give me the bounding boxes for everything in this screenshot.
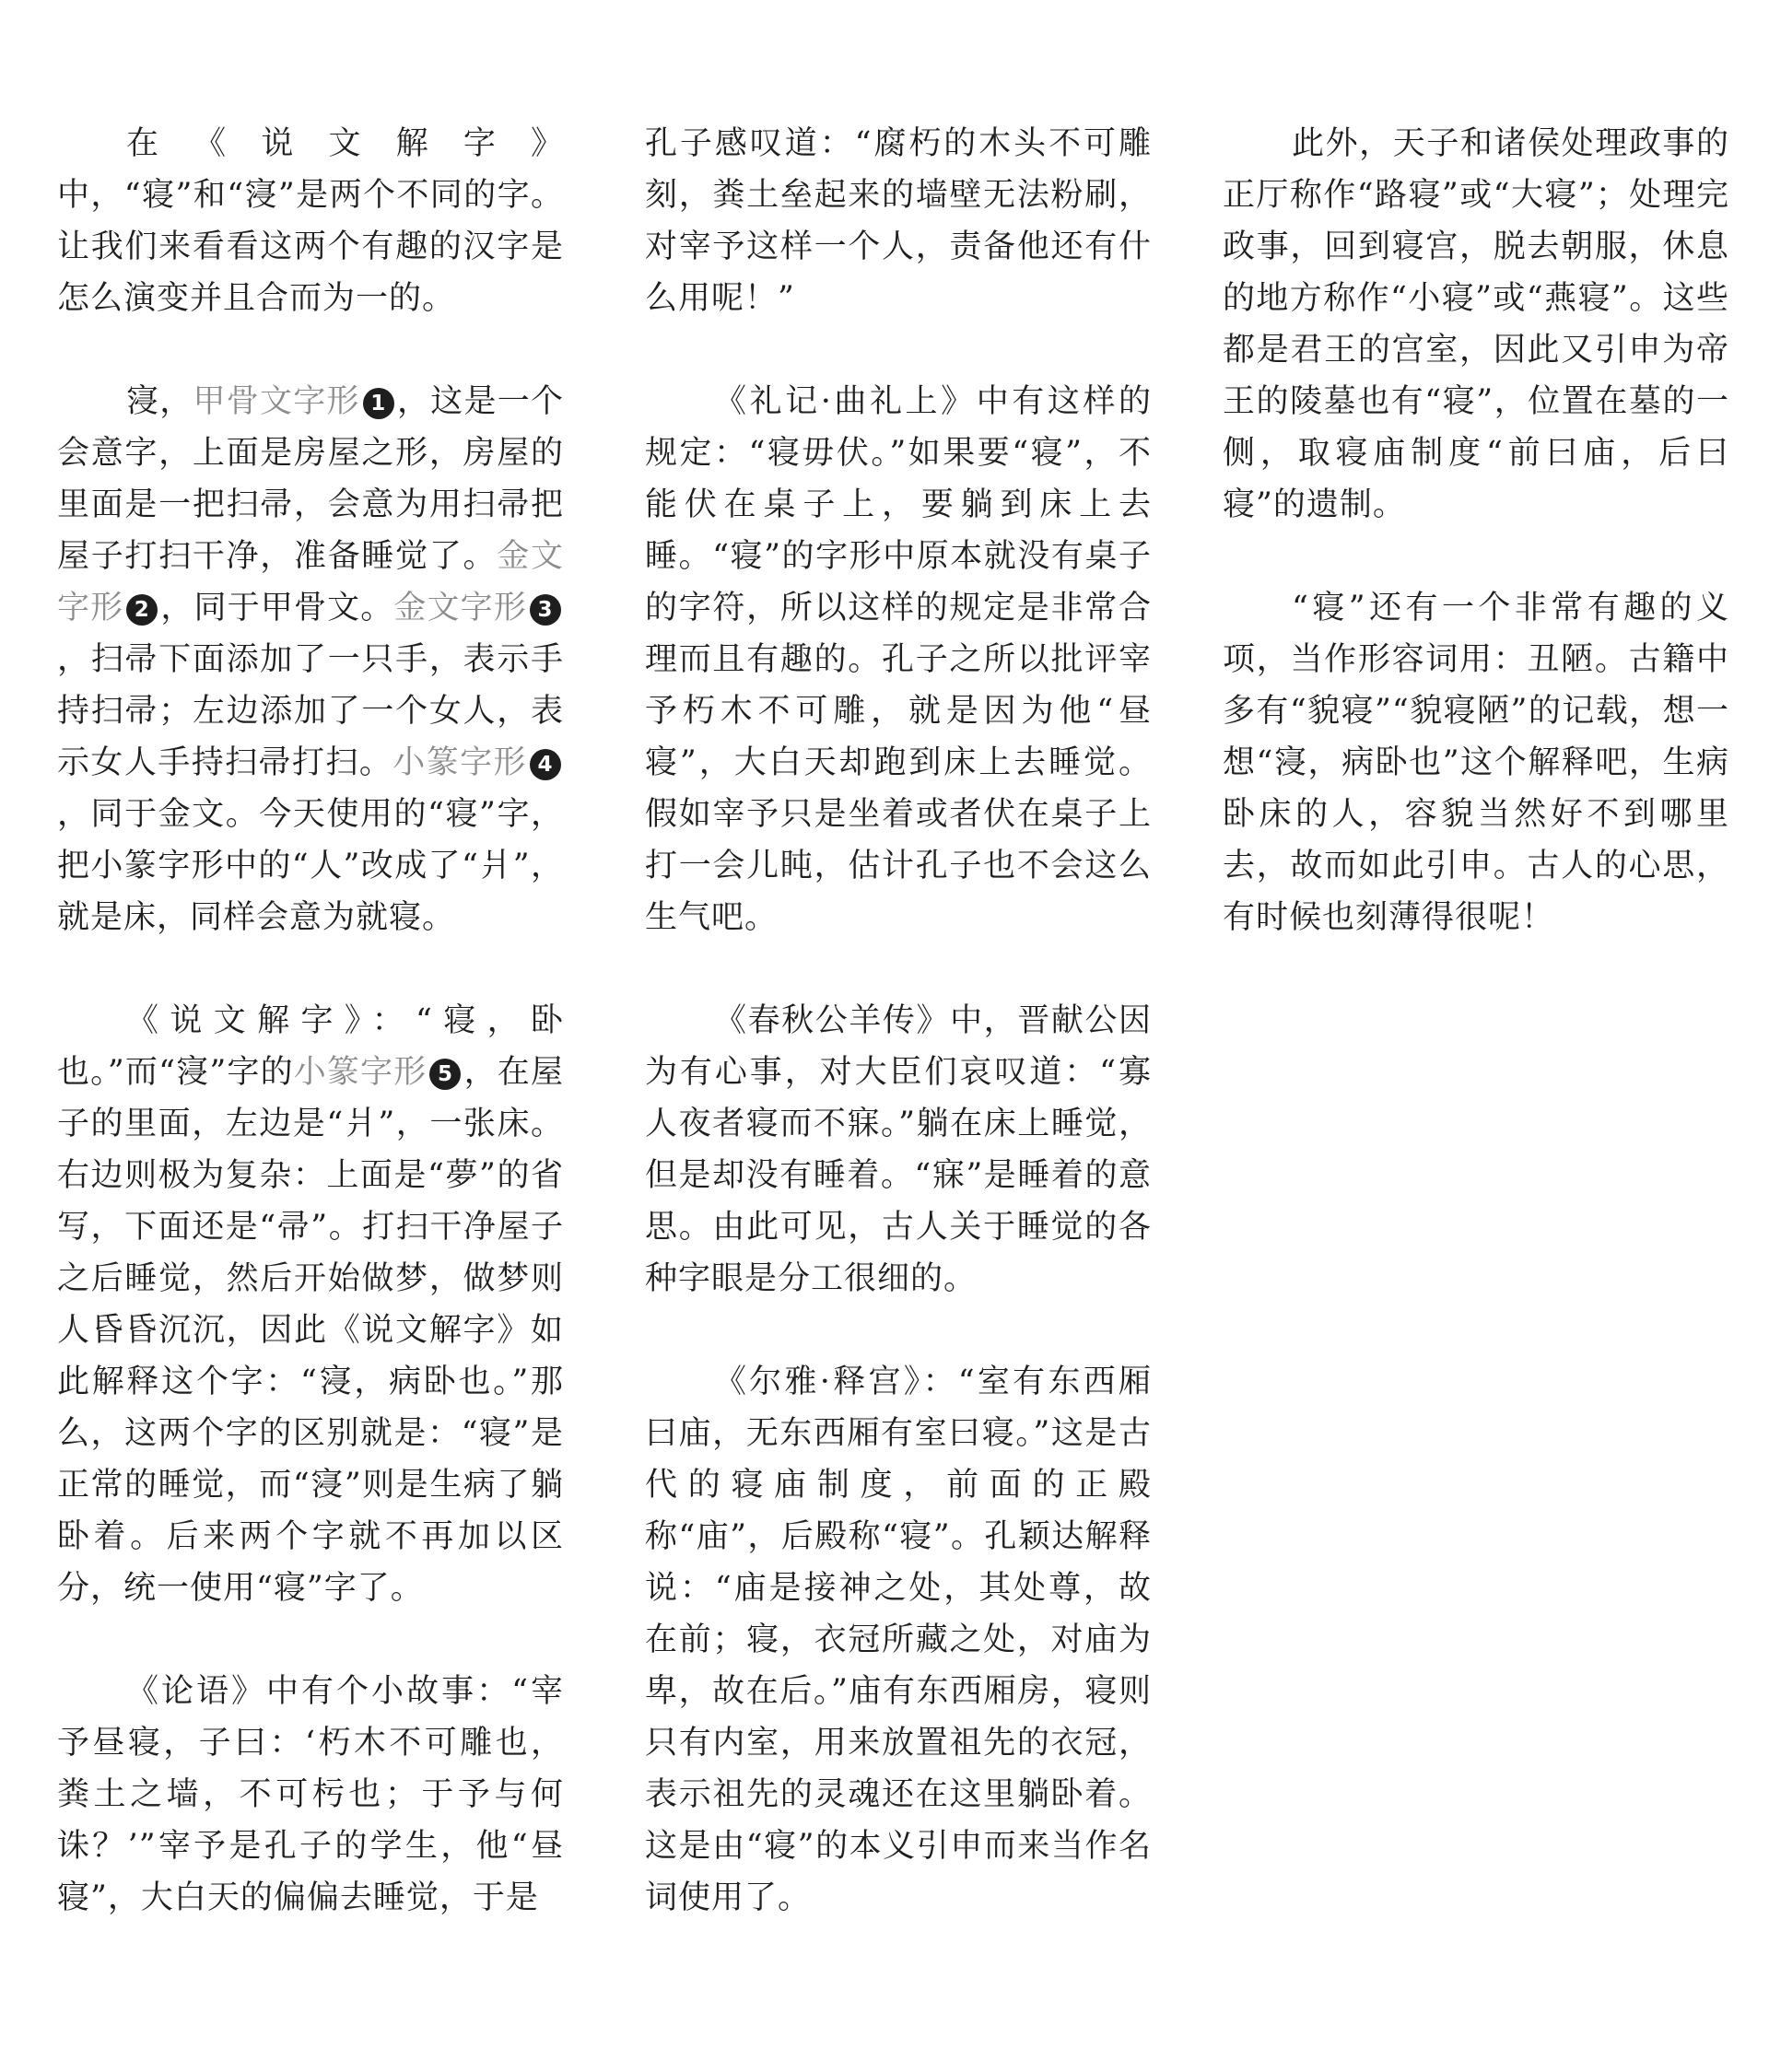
paragraph-erya-palace: 《尔雅·释宫》：“室有东西厢曰庙，无东西厢有室曰寝。”这是古代的寝庙制度，前面的正殿称“庙”，后殿称“寝”。孔颖达解释说：“庙是接神之处，其处尊，故在前；寝，衣冠所藏之处，对庙为卑，故在后。”庙有东西厢房，寝则只有内室，用来放置祖先的衣冠，表示祖先的灵魂还在这里躺卧着。这是由“寝”的本义引申而来当作名词使用了。	[645, 1364, 1152, 1916]
paragraph-analects-story: 《论语》中有个小故事：“宰予昼寝，子曰：‘朽木不可雕也，粪土之墙，不可杇也；于予与何诛？’”宰予是孔子的学生，他“昼寝”，大白天的偏偏去睡觉，于是	[57, 1673, 564, 1916]
figure-number-badge-1: 1	[363, 388, 394, 419]
figure-number-badge-4: 4	[530, 749, 561, 780]
paragraph-text: ，扫帚下面添加了一只手，表示手持扫帚；左边添加了一个女人，表示女人手持扫帚打扫。	[57, 641, 564, 781]
paragraph-confucius-sigh: 孔子感叹道：“腐朽的木头不可雕刻，粪土垒起来的墙壁无法粉刷，对宰予这样一个人，责备他还有什么用呢！”	[645, 125, 1152, 317]
glyph-term-bronze: 金文字形	[393, 590, 527, 626]
paragraph-intro: 在《说文解字》中，“寝”和“寖”是两个不同的字。让我们来看看这两个有趣的汉字是怎么演变并且合而为一的。	[57, 125, 564, 317]
paragraph-text: ，同于甲骨文。	[160, 590, 394, 626]
paragraph-text: ，这是一个会意字，上面是房屋之形，房屋的里面是一把扫帚，会意为用扫帚把屋子打扫干净，准备睡觉了。	[57, 383, 564, 575]
paragraph-text: ，同于金文。今天使用的“寝”字，把小篆字形中的“人”改成了“爿”，就是床，同样会意为就寝。	[57, 796, 564, 936]
column-right	[1223, 118, 1729, 995]
paragraph-text: 寖，	[126, 383, 193, 420]
paragraph-adjective-meaning: “寝”还有一个非常有趣的义项，当作形容词用：丑陋。古籍中多有“貌寝”“貌寝陋”的记载，想一想“寖，病卧也”这个解释吧，生病卧床的人，容貌当然好不到哪里去，故而如此引申。古人的心思，有时候也刻薄得很呢！	[1223, 590, 1729, 936]
paragraph-text: 《说文解字》：“寝，卧也。”而“寖”字的	[57, 1002, 564, 1091]
glyph-term-small-seal: 小篆字形	[293, 1054, 428, 1091]
glyph-term-bronze: 金文字形	[57, 538, 564, 626]
figure-number-badge-2: 2	[126, 594, 158, 626]
paragraph-gongyang-commentary: 《春秋公羊传》中，晋献公因为有心事，对大臣们哀叹道：“寡人夜者寝而不寐。”躺在床上睡觉，但是却没有睡着。“寐”是睡着的意思。由此可见，古人关于睡觉的各种字眼是分工很细的。	[645, 1002, 1152, 1297]
column-middle	[645, 118, 1152, 1975]
paragraph-shuowen-definition	[57, 995, 564, 1614]
paragraph-royal-chambers: 此外，天子和诸侯处理政事的正厅称作“路寝”或“大寝”；处理完政事，回到寝宫，脱去朝服，休息的地方称作“小寝”或“燕寝”。这些都是君王的宫室，因此又引申为帝王的陵墓也有“寝”，位置在墓的一侧，取寝庙制度“前曰庙，后曰寝”的遗制。	[1223, 125, 1729, 523]
column-left	[57, 118, 564, 1975]
paragraph-book-of-rites: 《礼记·曲礼上》中有这样的规定：“寝毋伏。”如果要“寝”，不能伏在桌子上，要躺到床上去睡。“寝”的字形中原本就没有桌子的字符，所以这样的规定是非常合理而且有趣的。孔子之所以批评宰予朽木不可雕，就是因为他“昼寝”，大白天却跑到床上去睡觉。假如宰予只是坐着或者伏在桌子上打一会儿盹，估计孔子也不会这么生气吧。	[645, 383, 1152, 936]
glyph-term-oracle-bone: 甲骨文字形	[193, 383, 360, 420]
figure-number-badge-5: 5	[429, 1059, 461, 1090]
glyph-term-small-seal: 小篆字形	[392, 744, 527, 781]
paragraph-text: ，在屋子的里面，左边是“爿”，一张床。右边则极为复杂：上面是“夢”的省写，下面还是“帚”。打扫干净屋子之后睡觉，然后开始做梦，做梦则人昏昏沉沉，因此《说文解字》如此解释这个字：“寖，病卧也。”那么，这两个字的区别就是：“寝”是正常的睡觉，而“寖”则是生病了躺卧着。后来两个字就不再加以区分，统一使用“寝”字了。	[57, 1054, 564, 1607]
paragraph-oracle-bone-evolution	[57, 376, 564, 943]
figure-number-badge-3: 3	[530, 594, 561, 626]
